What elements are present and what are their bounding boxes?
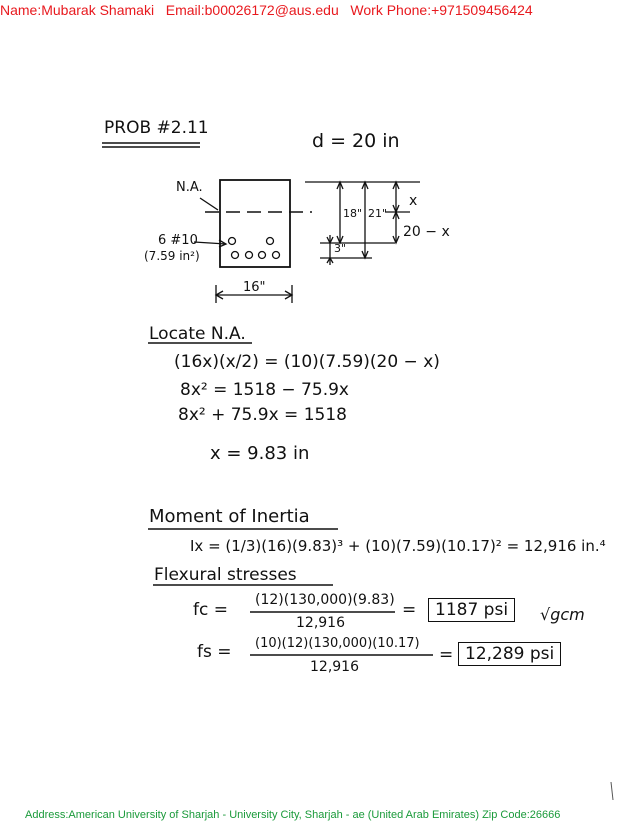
problem-title: PROB #2.11 (104, 118, 209, 138)
rebar (229, 238, 236, 245)
dim-20-minus-x-label: 20 − x (403, 224, 450, 240)
fc-equals: = (402, 600, 417, 620)
fc-answer: 1187 psi (428, 598, 515, 622)
author-phone: Work Phone:+971509456424 (350, 2, 533, 18)
depth-value: d = 20 in (312, 130, 400, 152)
dim-3-label: 3" (334, 242, 347, 255)
width-dimension-label: 16" (243, 280, 266, 295)
inertia-equation: Ix = (1/3)(16)(9.83)³ + (10)(7.59)(10.17)² = 12,916 in.⁴ (190, 537, 606, 555)
dim-21-label: 21" (368, 207, 388, 220)
locate-na-heading: Locate N.A. (149, 324, 246, 344)
dim-x-label: x (409, 193, 418, 209)
neutral-axis-result: x = 9.83 in (210, 443, 310, 464)
fc-label: fc = (193, 600, 228, 620)
rebar (246, 252, 253, 259)
fc-numerator: (12)(130,000)(9.83) (255, 592, 395, 608)
fs-equals: = (439, 645, 454, 665)
author-name: Name:Mubarak Shamaki (0, 2, 155, 18)
rebar (267, 238, 274, 245)
flexural-heading: Flexural stresses (154, 565, 297, 585)
fc-margin-note: √gcm (540, 605, 585, 624)
document-footer-address: Address:American University of Sharjah - University City, Sharjah - ae (United Arab Emirates) Zip Code:26666 (25, 809, 561, 821)
fc-denominator: 12,916 (296, 615, 345, 631)
dim-18-label: 18" (343, 207, 363, 220)
fs-numerator: (10)(12)(130,000)(10.17) (255, 636, 420, 651)
bars-label: 6 #10 (158, 233, 198, 248)
rebar (232, 252, 239, 259)
fs-denominator: 12,916 (310, 659, 359, 675)
locate-equation-2: 8x² = 1518 − 75.9x (180, 380, 349, 400)
locate-equation-1: (16x)(x/2) = (10)(7.59)(20 − x) (174, 352, 440, 372)
author-email: Email:b00026172@aus.edu (165, 2, 339, 18)
rebar (273, 252, 280, 259)
fs-answer: 12,289 psi (458, 642, 561, 666)
bar-area-label: (7.59 in²) (144, 249, 200, 263)
rebar (259, 252, 266, 259)
locate-equation-3: 8x² + 75.9x = 1518 (178, 405, 347, 425)
fs-label: fs = (197, 642, 232, 662)
inertia-heading: Moment of Inertia (149, 506, 310, 527)
neutral-axis-label: N.A. (176, 180, 203, 195)
